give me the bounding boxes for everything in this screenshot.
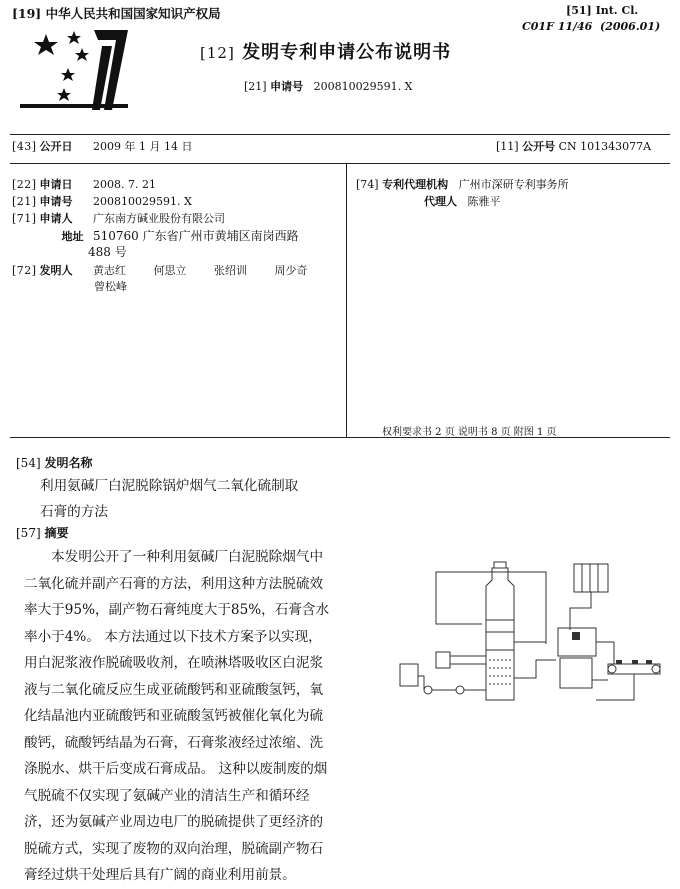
abstract-line: 膏经过烘干处理后具有广阔的商业利用前景。 — [24, 867, 296, 883]
applicant-name: 广东南方碱业股份有限公司 — [93, 212, 225, 225]
address-label: 地址 — [61, 230, 84, 243]
filing-date: 2008. 7. 21 — [93, 178, 156, 191]
invention-title-line2: 石膏的方法 — [40, 504, 108, 520]
abstract-line: 济，还为氨碱产业周边电厂的脱硫提供了更经济的 — [24, 814, 324, 830]
intcl-label: Int. Cl. — [595, 4, 639, 17]
app-no-code: [21] — [244, 80, 267, 93]
document-type-title — [200, 38, 451, 64]
inventor-name: 周少奇 — [274, 264, 308, 277]
agency-code: [74] — [356, 178, 379, 191]
address-line1: 510760 广东省广州市黄埔区南岗西路 — [93, 229, 299, 243]
inventor-name: 何思立 — [153, 264, 187, 277]
application-number-header — [244, 78, 412, 94]
abstract-text — [24, 544, 360, 889]
doc-type: 发明专利申请公布说明书 — [242, 42, 452, 63]
inventor-list — [93, 264, 307, 277]
abstract-line: 率小于4%。 本方法通过以下技术方案予以实现， — [24, 628, 322, 645]
agency-label: 专利代理机构 — [382, 178, 449, 191]
agency-name: 广州市深研专利事务所 — [458, 178, 569, 191]
abstract-heading — [16, 524, 68, 541]
office-name: 中华人民共和国国家知识产权局 — [45, 6, 221, 21]
divider — [10, 134, 670, 135]
appno-code: [21] — [12, 195, 37, 208]
invention-title-line1: 利用氨碱厂白泥脱除锅炉烟气二氧化硫制取 — [40, 478, 299, 494]
filing-date-row — [12, 176, 156, 192]
abstract-line: 液与二氧化硫反应生成亚硫酸钙和亚硫酸氢钙，氧 — [24, 681, 324, 698]
agency-row — [356, 176, 569, 192]
inventor-line2: 曾松峰 — [94, 280, 127, 293]
abstract-line: 化结晶池内亚硫酸钙和亚硫酸氢钙被催化氧化为硫 — [24, 708, 324, 724]
abstract-line: 气脱硫不仅实现了氨碱产业的清洁生产和循环经 — [24, 787, 310, 804]
abstract-line: 用白泥浆液作脱硫吸收剂，在喷淋塔吸收区白泥浆 — [24, 655, 324, 671]
appno-label: 申请号 — [39, 195, 73, 208]
appno-value: 200810029591. X — [93, 195, 192, 208]
abstract-line: 二氧化硫并副产石膏的方法，利用这种方法脱硫效 — [24, 575, 324, 592]
divider — [10, 437, 670, 438]
agent-name: 陈雅平 — [467, 195, 501, 208]
intcl-code: [51] — [566, 4, 592, 17]
column-divider — [346, 163, 347, 437]
applicant-row — [12, 210, 225, 226]
page-summary: 权利要求书 2 页 说明书 8 页 附图 1 页 — [382, 427, 557, 438]
pub-no-label: 公开号 — [522, 140, 556, 153]
publication-number — [496, 138, 651, 154]
inventor-name: 黄志红 — [93, 264, 126, 277]
applicant-code: [71] — [12, 212, 37, 225]
filing-label: 申请日 — [39, 178, 73, 191]
title-label: 发明名称 — [44, 456, 93, 470]
abstract-code: [57] — [16, 526, 41, 540]
office-code: [19] — [12, 6, 42, 21]
pub-date-value: 2009 年 1 月 14 日 — [93, 140, 193, 153]
pub-date-label: 公开日 — [39, 140, 73, 153]
abstract-line: 酸钙，硫酸钙结晶为石膏，石膏浆液经过浓缩、洗 — [24, 734, 324, 751]
ipc-version: (2006.01) — [600, 20, 661, 33]
ipc-classification — [522, 20, 660, 33]
abstract-line: 涤脱水、烘干后变成石膏成品。 这种以废制废的烟 — [24, 761, 328, 777]
pub-no-code: [11] — [496, 140, 519, 153]
inventor-code: [72] — [12, 264, 37, 277]
pub-no-value: CN 101343077A — [558, 140, 652, 153]
applicant-label: 申请人 — [39, 212, 73, 225]
application-number-row — [12, 193, 192, 209]
app-no-label: 申请号 — [270, 80, 304, 93]
agent-label: 代理人 — [424, 195, 457, 208]
pub-date-code: [43] — [12, 140, 37, 153]
abstract-line: 脱硫方式，实现了废物的双向治理，脱硫副产物石 — [24, 840, 324, 857]
publication-date — [12, 138, 192, 154]
inventors-row — [12, 262, 307, 278]
ipc-code: C01F 11/46 — [522, 20, 593, 33]
doc-type-code: [12] — [200, 44, 235, 62]
address-row — [12, 227, 299, 244]
spray-tower — [486, 568, 514, 700]
divider — [10, 163, 670, 164]
inventor-name: 张绍训 — [213, 264, 247, 277]
process-flow-diagram — [396, 560, 670, 710]
cnipa-emblem-logo — [16, 26, 136, 112]
abstract-line: 本发明公开了一种利用氨碱厂白泥脱除烟气中 — [24, 549, 324, 565]
inventor-label: 发明人 — [39, 264, 73, 277]
office-header — [12, 4, 221, 22]
abstract-label: 摘要 — [44, 526, 69, 540]
title-heading — [16, 454, 92, 471]
title-code: [54] — [16, 456, 41, 470]
app-no: 200810029591. X — [313, 80, 413, 93]
address-line2: 488 号 — [88, 245, 127, 259]
agent-row — [424, 193, 501, 209]
intcl-header — [566, 4, 638, 17]
filing-code: [22] — [12, 178, 37, 191]
abstract-line: 率大于95%，副产物石膏纯度大于85%，石膏含水 — [24, 602, 330, 618]
